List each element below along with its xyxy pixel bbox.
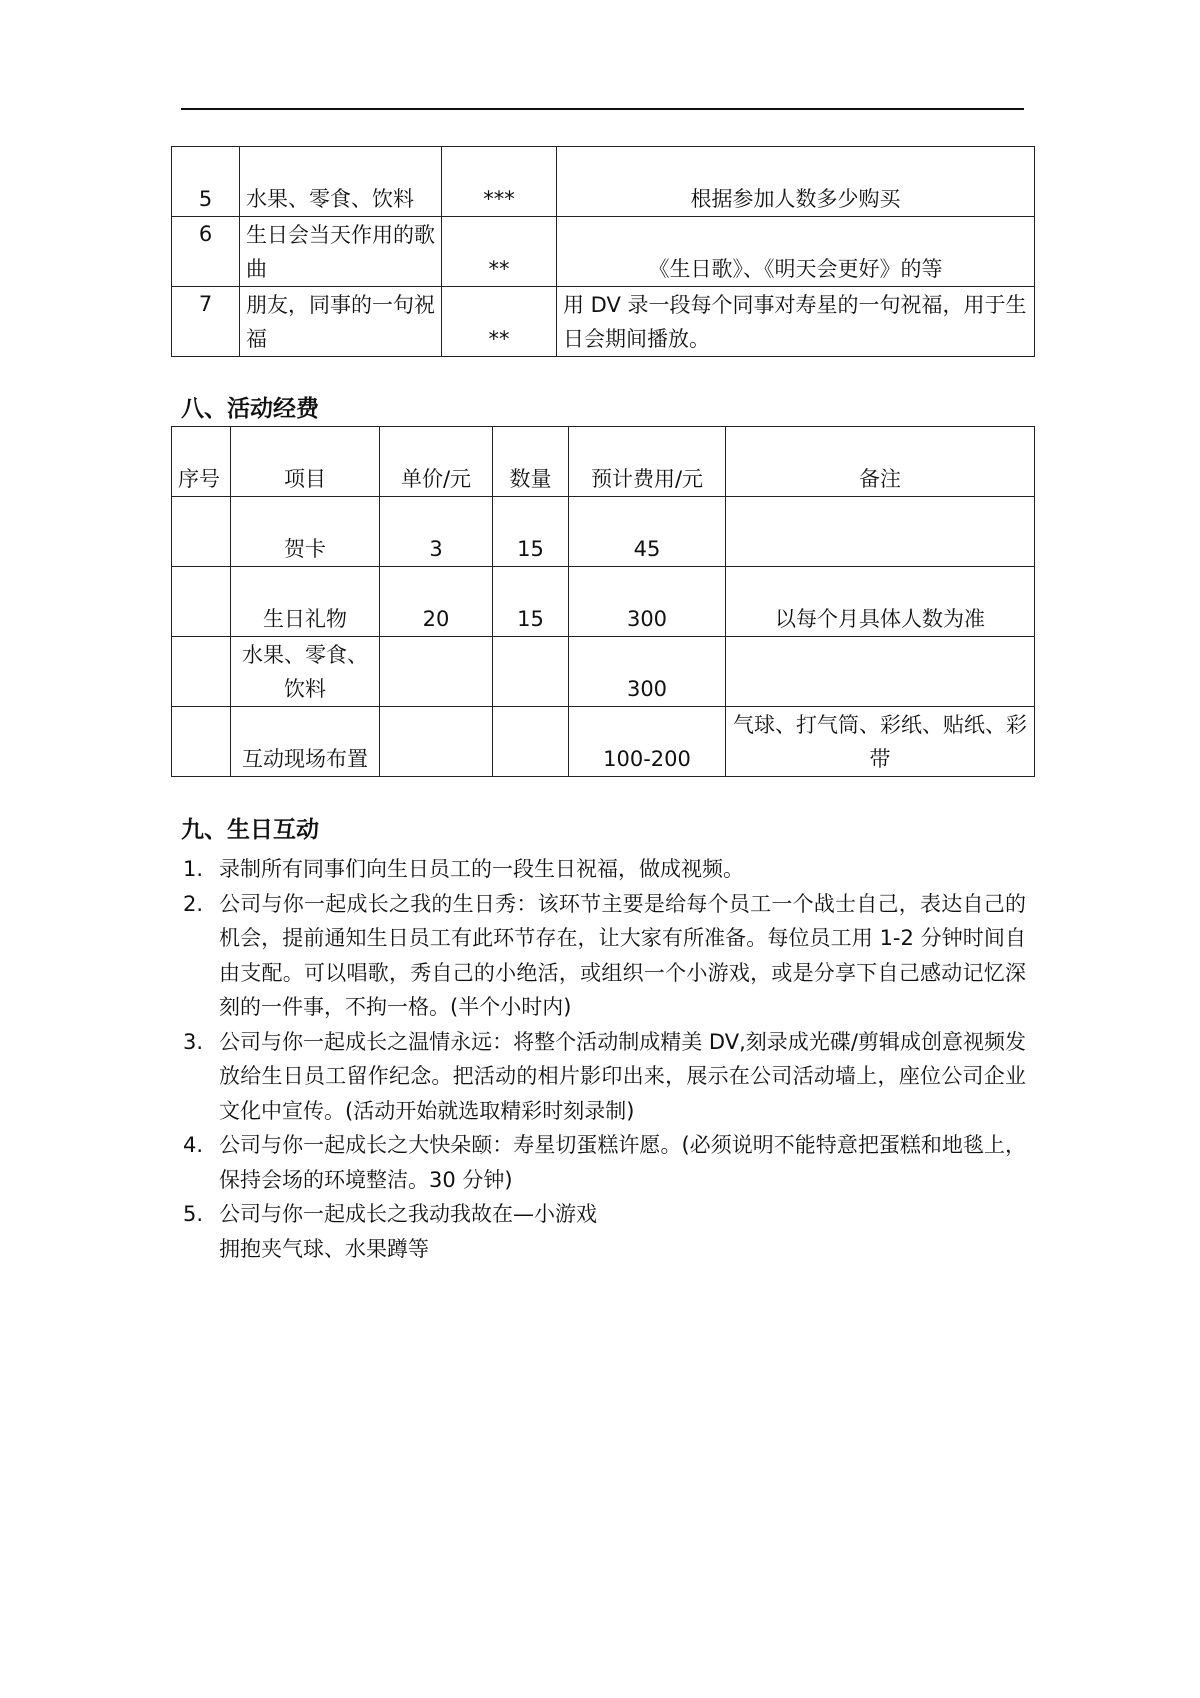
list-text: 公司与你一起成长之大快朵颐：寿星切蛋糕许愿。(必须说明不能特意把蛋糕和地毯上，保持会场的环境整洁。30 分钟): [219, 1133, 1026, 1192]
column-header: 单价/元: [380, 427, 493, 497]
table-row: [172, 217, 1035, 287]
budget-item: 互动现场布置: [231, 707, 380, 777]
item-note: 用 DV 录一段每个同事对寿星的一句祝福，用于生日会期间播放。: [557, 287, 1035, 357]
table-row: [172, 147, 1035, 217]
budget-note: 气球、打气筒、彩纸、贴纸、彩带: [726, 707, 1035, 777]
list-item: [181, 852, 1026, 887]
item-name: 朋友，同事的一句祝福: [240, 287, 442, 357]
priority-rating: **: [442, 287, 557, 357]
unit-price: [380, 707, 493, 777]
list-number: 1.: [183, 857, 204, 881]
header-rule: [181, 108, 1024, 110]
budget-note: [726, 497, 1035, 567]
row-number: [172, 707, 231, 777]
priority-rating: **: [442, 217, 557, 287]
list-text: 公司与你一起成长之我的生日秀：该环节主要是给每个员工一个战士自己，表达自己的机会，提前通知生日员工有此环节存在，让大家有所准备。每位员工用 1-2 分钟时间自由支配。可以唱歌，秀自己的小绝活，或组织一个小游戏，或是分享下自己感动记忆深刻的一件事，不拘一格。(半个小时内): [219, 891, 1026, 1019]
list-text: 公司与你一起成长之我动我故在—小游戏: [219, 1202, 597, 1226]
unit-price: 20: [380, 567, 493, 637]
quantity: 15: [493, 567, 569, 637]
row-number: 7: [172, 287, 240, 357]
table-header-row: [172, 427, 1035, 497]
row-number: [172, 637, 231, 707]
list-item: [181, 1197, 1026, 1266]
list-text: 公司与你一起成长之温情永远：将整个活动制成精美 DV,刻录成光碟/剪辑成创意视频发放给生日员工留作纪念。把活动的相片影印出来，展示在公司活动墙上，座位公司企业文化中宣传。(活动开始就选取精彩时刻录制): [219, 1029, 1026, 1123]
budget-item: 水果、零食、饮料: [231, 637, 380, 707]
table-row: [172, 637, 1035, 707]
quantity: 15: [493, 497, 569, 567]
table-row: [172, 567, 1035, 637]
budget-item: 生日礼物: [231, 567, 380, 637]
items-table: [171, 146, 1035, 357]
list-number: 3.: [183, 1029, 204, 1054]
column-header: 数量: [493, 427, 569, 497]
item-note: 《生日歌》、《明天会更好》的等: [557, 217, 1035, 287]
estimated-cost: 300: [569, 567, 726, 637]
item-note: 根据参加人数多少购买: [557, 147, 1035, 217]
column-header: 项目: [231, 427, 380, 497]
list-number: 2.: [183, 891, 204, 916]
item-name: 生日会当天作用的歌曲: [240, 217, 442, 287]
list-subtext: 拥抱夹气球、水果蹲等: [219, 1236, 429, 1261]
interaction-list: [181, 852, 1026, 1266]
table-row: [172, 707, 1035, 777]
column-header: 预计费用/元: [569, 427, 726, 497]
section-heading-interaction: 九、生日互动: [181, 817, 319, 843]
budget-note: [726, 637, 1035, 707]
column-header: 序号: [172, 427, 231, 497]
table-row: [172, 287, 1035, 357]
item-name: 水果、零食、饮料: [240, 147, 442, 217]
estimated-cost: 300: [569, 637, 726, 707]
budget-item: 贺卡: [231, 497, 380, 567]
quantity: [493, 637, 569, 707]
unit-price: 3: [380, 497, 493, 567]
unit-price: [380, 637, 493, 707]
estimated-cost: 100-200: [569, 707, 726, 777]
row-number: [172, 497, 231, 567]
estimated-cost: 45: [569, 497, 726, 567]
budget-note: 以每个月具体人数为准: [726, 567, 1035, 637]
table-row: [172, 497, 1035, 567]
quantity: [493, 707, 569, 777]
row-number: [172, 567, 231, 637]
section-heading-budget: 八、活动经费: [181, 396, 319, 422]
row-number: 5: [172, 147, 240, 217]
list-number: 4.: [183, 1133, 204, 1157]
row-number: 6: [172, 217, 240, 287]
list-text: 录制所有同事们向生日员工的一段生日祝福，做成视频。: [219, 857, 744, 881]
list-item: [181, 887, 1026, 1025]
column-header: 备注: [726, 427, 1035, 497]
priority-rating: ***: [442, 147, 557, 217]
list-item: [181, 1025, 1026, 1129]
budget-table: [171, 426, 1035, 777]
list-item: [181, 1128, 1026, 1197]
list-number: 5.: [183, 1202, 204, 1226]
